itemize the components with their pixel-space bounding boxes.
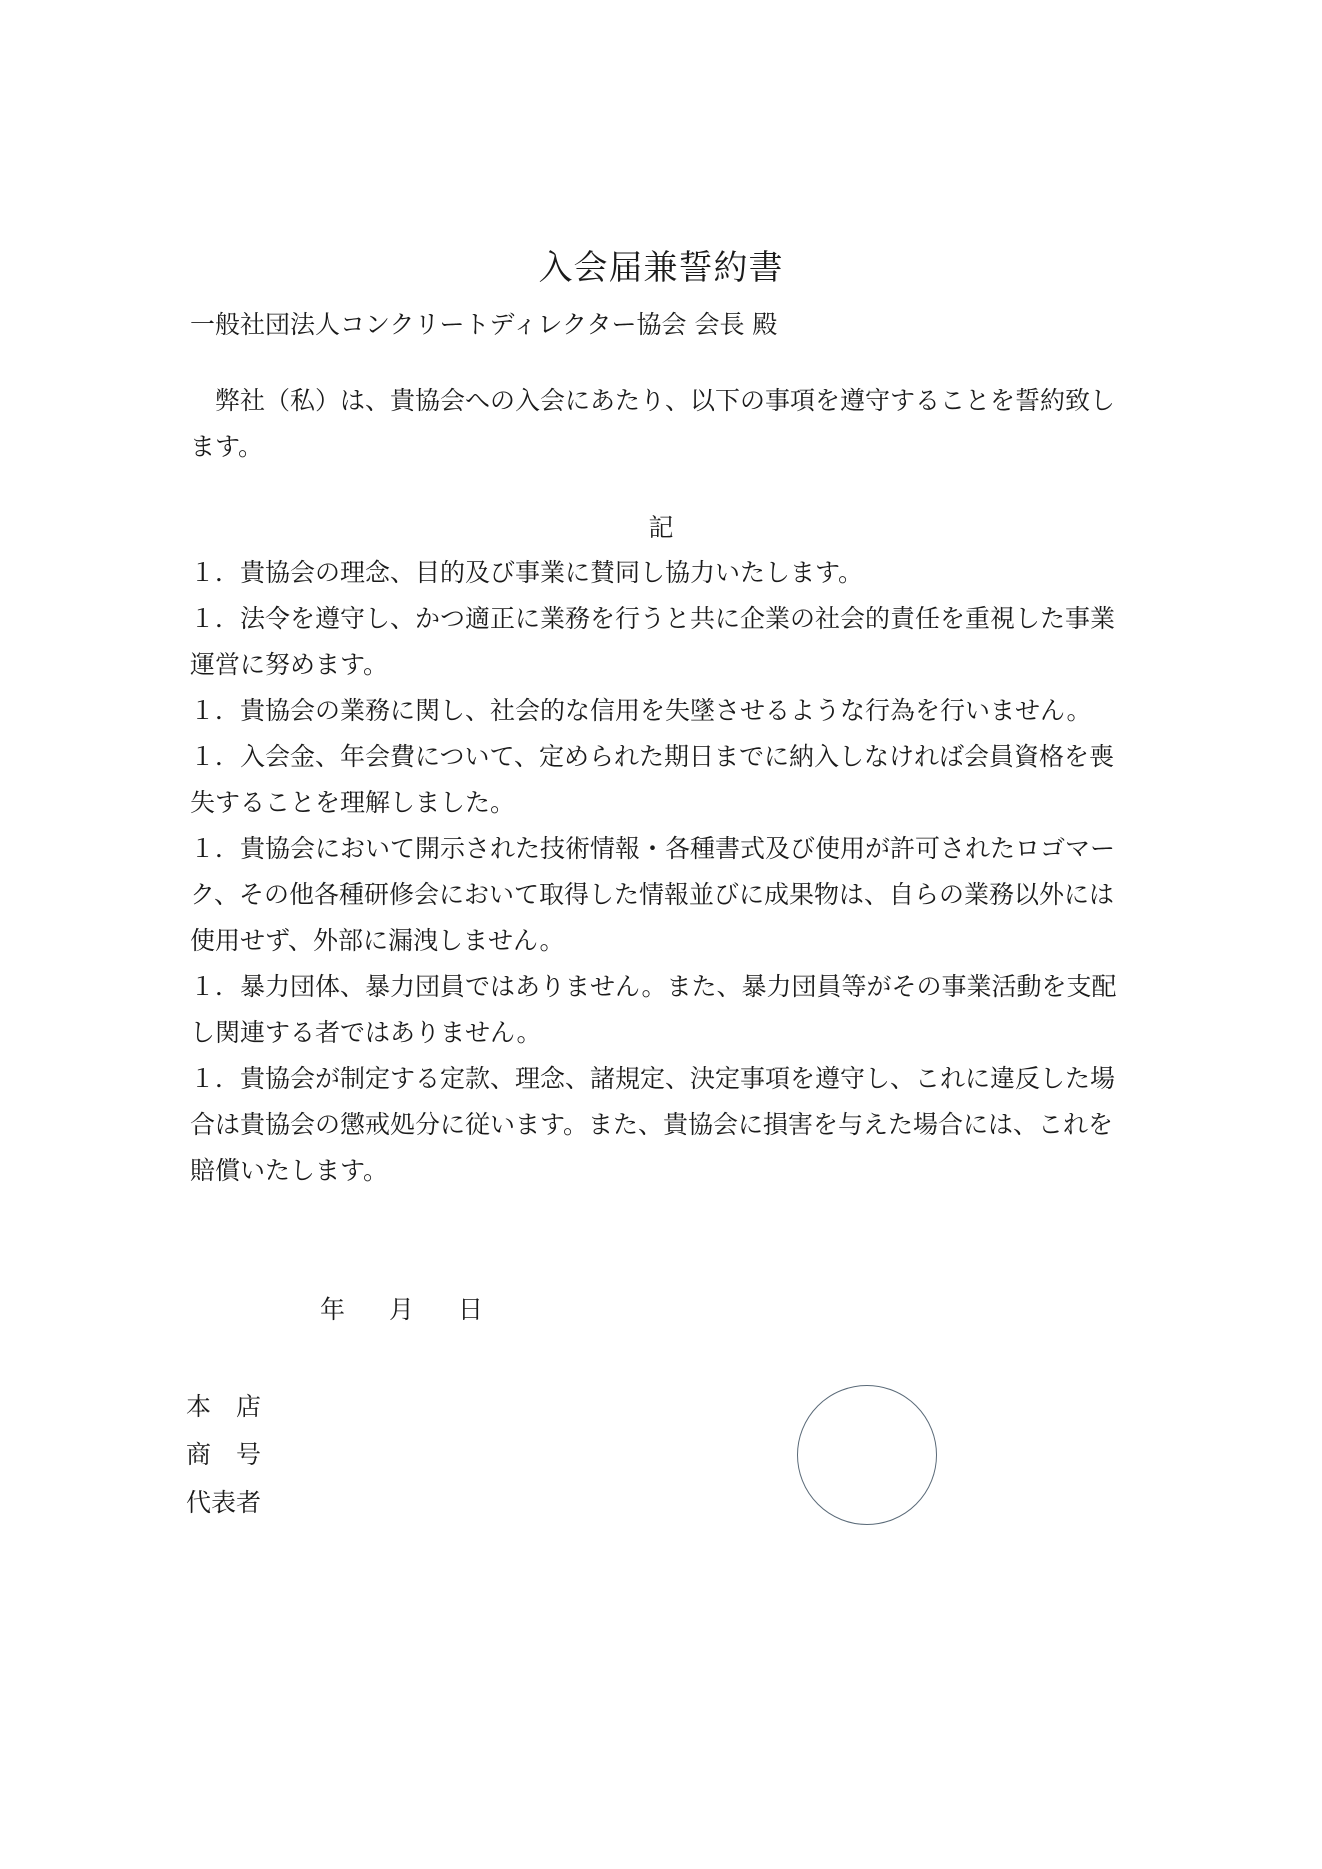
- pledge-item-3: １．貴協会の業務に関し、社会的な信用を失墜させるような行為を行いません。: [190, 696, 1092, 725]
- ki-heading: 記: [648, 513, 674, 542]
- intro-paragraph: 弊社（私）は、貴協会への入会にあたり、以下の事項を遵守することを誓約致します。: [190, 386, 1116, 461]
- pledge-item-6: １．暴力団体、暴力団員ではありません。また、暴力団員等がその事業活動を支配し関連する者ではありません。: [190, 972, 1117, 1047]
- head-office-label: 本 店: [186, 1392, 262, 1421]
- document-title: 入会届兼誓約書: [538, 248, 784, 288]
- pledge-list: [190, 550, 1130, 1194]
- pledge-item-1: １．貴協会の理念、目的及び事業に賛同し協力いたします。: [190, 558, 864, 587]
- date-year-label: 年: [320, 1295, 346, 1324]
- date-day-label: 日: [458, 1295, 484, 1324]
- pledge-item-7: １．貴協会が制定する定款、理念、諸規定、決定事項を遵守し、これに違反した場合は貴協会の懲戒処分に従います。また、貴協会に損害を与えた場合には、これを賠償いたします。: [190, 1064, 1116, 1185]
- pledge-item-4: １．入会金、年会費について、定められた期日までに納入しなければ会員資格を喪失することを理解しました。: [190, 742, 1115, 817]
- representative-label: 代表者: [186, 1488, 262, 1517]
- seal-circle: [797, 1385, 937, 1525]
- date-month-label: 月: [389, 1295, 415, 1324]
- date-line: [320, 1290, 483, 1326]
- addressee: 一般社団法人コンクリートディレクター協会 会長 殿: [190, 310, 778, 339]
- signature-block: [186, 1383, 261, 1527]
- pledge-item-2: １．法令を遵守し、かつ適正に業務を行うと共に企業の社会的責任を重視した事業運営に努めます。: [190, 604, 1116, 679]
- trade-name-label: 商 号: [186, 1440, 262, 1469]
- pledge-item-5: １．貴協会において開示された技術情報・各種書式及び使用が許可されたロゴマーク、その他各種研修会において取得した情報並びに成果物は、自らの業務以外には使用せず、外部に漏洩しません。: [190, 834, 1116, 955]
